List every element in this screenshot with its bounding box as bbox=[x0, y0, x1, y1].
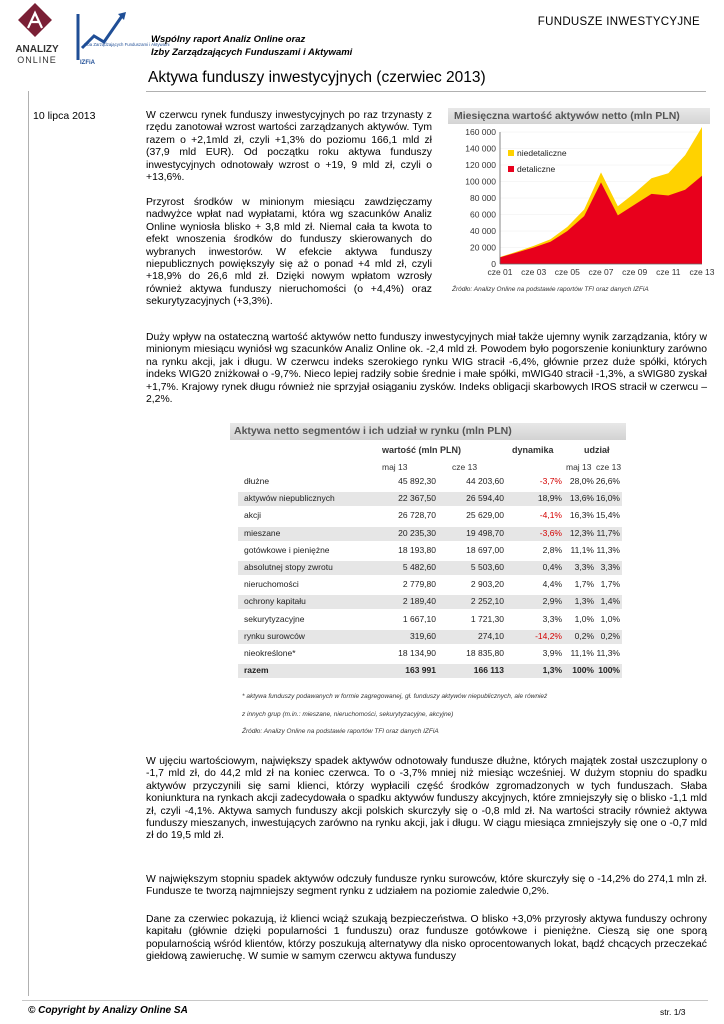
table-cell-name: sekurytyzacyjne bbox=[244, 613, 305, 624]
table-note-1: * aktywa funduszy podawanych w formie zagregowanej, gł. funduszy aktywów niepublicznych, ale również bbox=[242, 693, 548, 700]
table-title: Aktywa netto segmentów i ich udział w rynku (mln PLN) bbox=[230, 423, 626, 440]
izfia-logo bbox=[74, 8, 170, 66]
header-subtitle-line2: Izby Zarządzających Funduszami i Aktywami bbox=[151, 47, 353, 58]
table-cell-s2: 3,3% bbox=[600, 562, 620, 572]
chart-ytick-label: 40 000 bbox=[470, 226, 496, 236]
paragraph-5: W największym stopniu spadek aktywów odczuły fundusze rynku surowców, które skurczyły się o -14,2% do 274,1 mln zł. Fundusze te tworzą najmniejszy segment rynku z udziałem na poziomie zaledwie 0,2%. bbox=[146, 874, 707, 898]
table-cell-dyn: -3,7% bbox=[539, 476, 562, 486]
table-cell-v2: 1 721,30 bbox=[470, 613, 504, 624]
table-cell-dyn: 18,9% bbox=[537, 493, 562, 504]
table-cell-v1: 45 892,30 bbox=[398, 476, 436, 486]
legend-label-niedetaliczne: niedetaliczne bbox=[517, 148, 567, 158]
chart-xtick-label: cze 11 bbox=[656, 267, 681, 277]
table-cell-s1: 0,2% bbox=[574, 630, 594, 641]
table-cell-s1: 1,3% bbox=[574, 596, 594, 607]
table-cell-v1: 5 482,60 bbox=[402, 562, 436, 572]
analizy-online-logo bbox=[6, 6, 68, 68]
table-header-dynamics: dynamika bbox=[512, 445, 554, 455]
chart-xtick-label: cze 09 bbox=[622, 267, 648, 277]
table-cell-name: rynku surowców bbox=[244, 630, 305, 641]
chart-ytick-label: 20 000 bbox=[470, 242, 496, 253]
table-cell-dyn: -4,1% bbox=[539, 510, 562, 521]
table-cell-name: mieszane bbox=[244, 527, 281, 538]
table-cell-s2: 1,4% bbox=[600, 596, 620, 607]
table-cell-s1: 11,1% bbox=[570, 648, 594, 658]
chart-ytick-label: 80 000 bbox=[470, 193, 496, 203]
table-cell-v2: 18 835,80 bbox=[466, 648, 504, 658]
table-cell-v2: 19 498,70 bbox=[466, 527, 504, 538]
chart-plot bbox=[448, 124, 715, 286]
table-row bbox=[238, 492, 622, 506]
table-cell-v2: 5 503,60 bbox=[470, 562, 504, 572]
chart-xtick-label: cze 13 bbox=[689, 267, 715, 277]
table-cell-s1: 100% bbox=[572, 665, 594, 676]
page-number: str. 1/3 bbox=[660, 1007, 686, 1017]
table-cell-dyn: 3,3% bbox=[542, 613, 562, 624]
table-note-2: z innych grup (m.in.: mieszane, nieruchomości, sekurytyzacyjne, akcyjne) bbox=[242, 711, 454, 718]
table-source: Źródło: Analizy Online na podstawie raportów TFI oraz danych IZFiA bbox=[242, 728, 439, 735]
legend-label-detaliczne: detaliczne bbox=[517, 164, 556, 174]
header-subtitle-line1: Wspólny raport Analiz Online oraz bbox=[151, 34, 306, 45]
table-row bbox=[238, 664, 622, 678]
assets-chart bbox=[448, 108, 715, 296]
logo-line1: ANALIZY bbox=[15, 44, 59, 55]
table-cell-v2: 18 697,00 bbox=[466, 544, 504, 555]
table-cell-name: dłużne bbox=[244, 476, 270, 486]
chart-ytick-label: 140 000 bbox=[465, 143, 496, 154]
table-row bbox=[238, 475, 622, 489]
table-cell-v2: 26 594,40 bbox=[466, 493, 504, 504]
table-cell-v1: 1 667,10 bbox=[402, 613, 436, 624]
table-header-share: udział bbox=[584, 445, 610, 455]
table-row bbox=[238, 595, 622, 609]
paragraph-3: Duży wpływ na ostateczną wartość aktywów netto funduszy inwestycyjnych miał także ujemny wynik zarządzania, który w minionym miesiącu wyniósł wg szacunków Analiz Online ok. -2,4 mld zł. Powodem było pogorszenie koniunktury zarówno na rynku akcji, jak i długu. W czerwcu indeks szerokiego rynku WIG stracił -6,4%, głównie przez duże spółki, których indeks WIG20 zniżkował o -9,7%. Nieco lepiej radziły sobie średnie i małe spółki, mWIG40 stracił -1,3%, a sWIG80 zyskał +1,7%. Krajowy rynek długu również nie sprzyjał osiąganiu zysków. Indeks obligacji skarbowych IROS stracił w czerwcu –2,2%. bbox=[146, 332, 707, 406]
table-cell-v2: 44 203,60 bbox=[466, 476, 504, 486]
paragraph-1: W czerwcu rynek funduszy inwestycyjnych po raz trzynasty z rzędu zanotował wzrost wartości zarządzanych aktywów. Tym razem o +2,1mld zł, czyli +1,3% do poziomu 166,1 mld zł (37,9 mld EUR). Od początku roku aktywa funduszy inwestycyjnych odnotowały wzrost o +19, 9 mld zł, czyli o +13,6%. bbox=[146, 110, 432, 184]
paragraph-6: Dane za czerwiec pokazują, iż klienci wciąż szukają bezpieczeństwa. O blisko +3,0% przyrosły aktywa funduszy ochrony kapitału (głównie dzięki popularności 1 funduszu) oraz fundusze gotówkowe i pieniężne. Cieszą się one sporą popularnością wśród klientów, którzy poszukują alternatywy dla nisko oprocentowanych lokat, bądź chcących przeczekać giełdową zawieruchę. W sumie w samym czerwcu aktywa funduszy bbox=[146, 914, 707, 963]
page-title: Aktywa funduszy inwestycyjnych (czerwiec 2013) bbox=[148, 69, 486, 86]
partner-abbr: IZFiA bbox=[80, 60, 95, 66]
table-cell-s2: 1,0% bbox=[600, 613, 620, 624]
table-cell-s1: 1,0% bbox=[574, 613, 594, 624]
table-sub-v1: maj 13 bbox=[382, 462, 408, 472]
chart-source: Źródło: Analizy Online na podstawie raportów TFI oraz danych IZFiA bbox=[452, 286, 649, 293]
paragraph-2: Przyrost środków w minionym miesiącu zawdzięczamy nadwyżce wpłat nad wypłatami, która wg szacunków Analiz Online wyniosła blisko + 3,8 mld zł. Niemal cała ta kwota to efekt wnoszenia środków do funduszy skierowanych do wybranych inwestorów. W efekcie aktywa funduszy niepublicznych powiększyły się aż o ponad +4 mld zł, czyli +18,9% do 26,6 mld zł. Dzięki nowym wpłatom wzrosły również aktywa funduszy nieruchomości (o +4,4%) oraz sekurytyzacyjnych (+3,3%). bbox=[146, 197, 432, 308]
table-cell-s2: 11,3% bbox=[596, 648, 620, 658]
table-cell-name: ochrony kapitału bbox=[244, 596, 306, 607]
table-row bbox=[238, 544, 622, 558]
table-cell-name: nieruchomości bbox=[244, 579, 299, 590]
table-cell-s1: 3,3% bbox=[574, 562, 594, 572]
table-cell-dyn: -3,6% bbox=[539, 527, 562, 538]
table-cell-v1: 2 189,40 bbox=[402, 596, 436, 607]
table-cell-s1: 28,0% bbox=[569, 476, 594, 486]
table-cell-v2: 2 252,10 bbox=[470, 596, 504, 607]
table-cell-name: razem bbox=[244, 665, 269, 676]
table-cell-dyn: 2,9% bbox=[542, 596, 562, 607]
table-sub-v2: cze 13 bbox=[452, 462, 478, 472]
table-cell-dyn: 0,4% bbox=[542, 562, 562, 572]
table-cell-v1: 18 193,80 bbox=[398, 544, 436, 555]
table-cell-dyn: 3,9% bbox=[542, 648, 562, 658]
table-row bbox=[238, 630, 622, 644]
table-cell-s1: 11,1% bbox=[570, 544, 594, 555]
footer-copyright: © Copyright by Analizy Online SA bbox=[28, 1005, 188, 1016]
table-cell-v1: 2 779,80 bbox=[402, 579, 436, 590]
table-cell-v1: 22 367,50 bbox=[398, 493, 436, 504]
table-cell-s2: 100% bbox=[598, 665, 620, 676]
table-cell-s2: 16,0% bbox=[595, 493, 620, 504]
chart-xtick-label: cze 07 bbox=[588, 267, 614, 277]
table-sub-s1: maj 13 bbox=[566, 462, 592, 472]
logo-line2: ONLINE bbox=[17, 55, 57, 65]
table-header-value: wartość (mln PLN) bbox=[382, 445, 462, 455]
table-row bbox=[238, 527, 622, 541]
table-cell-dyn: 4,4% bbox=[542, 579, 562, 590]
chart-ytick-label: 120 000 bbox=[465, 160, 496, 170]
table-cell-v2: 25 629,00 bbox=[466, 510, 504, 521]
table-cell-v1: 18 134,90 bbox=[398, 648, 436, 658]
table-cell-s2: 26,6% bbox=[595, 476, 620, 486]
table-cell-name: aktywów niepublicznych bbox=[244, 493, 335, 504]
title-divider bbox=[146, 91, 706, 92]
table-cell-name: akcji bbox=[244, 510, 262, 521]
chart-xtick-label: cze 05 bbox=[554, 267, 580, 277]
table-cell-s1: 13,6% bbox=[569, 493, 594, 504]
chart-ytick-label: 100 000 bbox=[465, 176, 496, 187]
table-cell-dyn: 1,3% bbox=[542, 665, 562, 676]
table-row bbox=[238, 578, 622, 592]
table-cell-s2: 11,3% bbox=[596, 544, 620, 555]
chart-ytick-label: 60 000 bbox=[470, 209, 496, 220]
table-row bbox=[238, 647, 622, 661]
table-sub-s2: cze 13 bbox=[596, 462, 622, 472]
table-cell-v1: 26 728,70 bbox=[398, 510, 436, 521]
table-row bbox=[238, 561, 622, 575]
partner-text: Izba Zarządzających Funduszami i Aktywami bbox=[84, 42, 170, 47]
side-divider bbox=[28, 91, 29, 996]
table-row bbox=[238, 509, 622, 523]
table-cell-dyn: 2,8% bbox=[542, 544, 562, 555]
table-cell-s1: 12,3% bbox=[569, 527, 594, 538]
chart-xtick-label: cze 01 bbox=[487, 267, 513, 277]
legend-swatch-niedetaliczne bbox=[508, 150, 514, 156]
table-cell-v1: 163 991 bbox=[405, 665, 436, 676]
paragraph-4: W ujęciu wartościowym, największy spadek aktywów odnotowały fundusze dłużne, których majątek został uszczuplony o -1,7 mld zł, do 44,2 mld zł na koniec czerwca. To o -3,7% mniej niż miesiąc wcześniej. W dużym stopniu do spadku aktywów przyczynili się sami klienci, którzy wypłacili część środków zgromadzonych w tych funduszach. Słaba koniunktura na rynkach akcji zadecydowała o spadku aktywów funduszy akcyjnych, które zmniejszyły się o blisko -1,1 mld zł, czyli -4,1%. Aktywa samych funduszy akcji polskich skurczyły się o -0,8 mld zł. Na wartości straciły również aktywa funduszy mieszanych, inwestujących zarówno na rynku akcji, jak i długu. W ciągu miesiąca zmniejszyły się one o -0,7 mld zł do 19,5 mld zł. bbox=[146, 756, 707, 842]
report-date: 10 lipca 2013 bbox=[33, 110, 96, 122]
legend-swatch-detaliczne bbox=[508, 166, 514, 172]
table-cell-name: nieokreślone* bbox=[244, 648, 296, 658]
table-cell-s2: 15,4% bbox=[595, 510, 620, 521]
chart-ytick-label: 0 bbox=[491, 259, 496, 269]
table-cell-v2: 2 903,20 bbox=[470, 579, 504, 590]
footer-divider bbox=[22, 1000, 708, 1001]
segments-table bbox=[230, 423, 626, 740]
table-cell-s1: 1,7% bbox=[574, 579, 594, 590]
table-cell-s2: 1,7% bbox=[600, 579, 620, 590]
chart-ytick-label: 160 000 bbox=[465, 127, 496, 137]
table-cell-s2: 11,7% bbox=[596, 527, 620, 538]
table-cell-dyn: -14,2% bbox=[535, 630, 562, 641]
header-subtitle bbox=[151, 33, 352, 59]
section-label: FUNDUSZE INWESTYCYJNE bbox=[537, 16, 700, 28]
table-cell-name: gotówkowe i pieniężne bbox=[244, 544, 330, 555]
logo-diamond-icon bbox=[18, 3, 52, 37]
chart-title: Miesięczna wartość aktywów netto (mln PLN) bbox=[448, 108, 710, 124]
chart-xtick-label: cze 03 bbox=[521, 267, 547, 277]
table-cell-v1: 319,60 bbox=[410, 630, 436, 641]
table-cell-name: absolutnej stopy zwrotu bbox=[244, 562, 333, 572]
table-cell-s1: 16,3% bbox=[569, 510, 594, 521]
table-cell-v2: 166 113 bbox=[473, 665, 504, 676]
table-cell-v1: 20 235,30 bbox=[398, 527, 436, 538]
table-cell-v2: 274,10 bbox=[478, 630, 504, 641]
table-row bbox=[238, 613, 622, 627]
table-cell-s2: 0,2% bbox=[600, 630, 620, 641]
